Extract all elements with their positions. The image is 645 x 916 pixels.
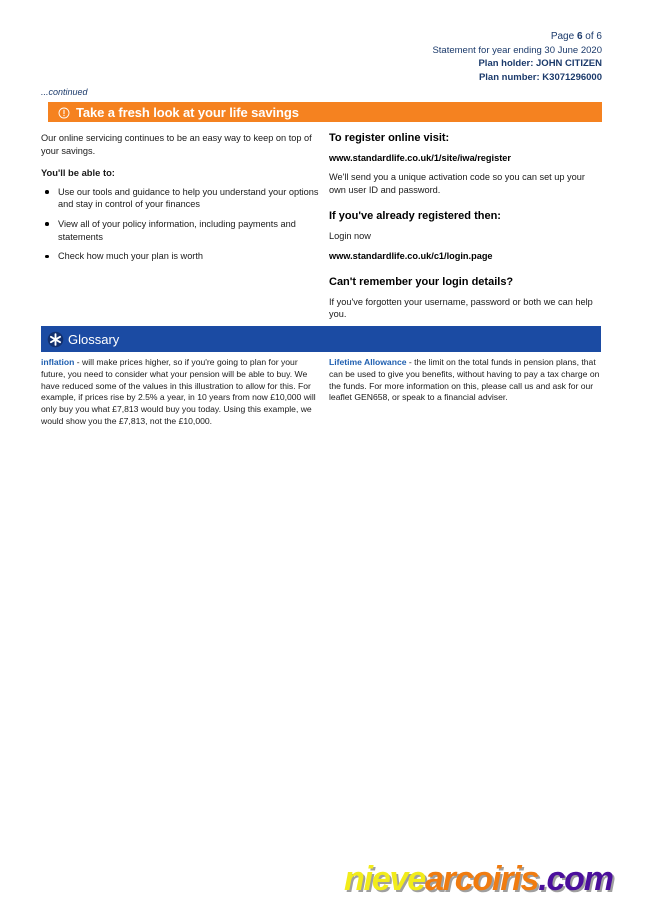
forgot-details-description: If you've forgotten your username, password or both we can help you.: [329, 296, 593, 320]
life-savings-banner: [48, 102, 602, 122]
glossary-term: Lifetime Allowance: [329, 357, 407, 367]
list-item: View all of your policy information, including payments and statements: [41, 218, 321, 243]
plan-number-value: K3071296000: [542, 71, 602, 83]
forgot-details-heading: Can't remember your login details?: [329, 276, 514, 289]
continued-label: ...continued: [41, 87, 88, 97]
document-header: [432, 30, 602, 84]
register-url[interactable]: www.standardlife.co.uk/1/site/iwa/register: [329, 152, 511, 163]
login-url[interactable]: www.standardlife.co.uk/c1/login.page: [329, 250, 493, 261]
plan-number-label: Plan number:: [478, 71, 543, 83]
plan-holder-value: JOHN CITIZEN: [536, 58, 602, 69]
plan-number: [432, 71, 602, 85]
online-servicing-intro: Our online servicing continues to be an easy way to keep on top of your savings.: [41, 133, 312, 156]
page-indicator: [432, 30, 602, 44]
login-now-label: Login now: [329, 230, 371, 241]
life-savings-banner-title: Take a fresh look at your life savings: [76, 104, 299, 120]
glossary-definition: - will make prices higher, so if you're going to plan for your future, you need to consider what your pension will be able to buy. We have reduced some of the values in this illustration to allow for this. For example, if prices rise by 2.5% a year, in 10 years from now £10,000 will only buy you what £7,813 would buy you today. Using this example, we would show you the £7,813, not the £10,000.: [41, 357, 316, 426]
info-exclamation-circle-icon: [58, 106, 70, 118]
statement-period: Statement for year ending 30 June 2020: [432, 44, 602, 56]
page-label-post: of 6: [582, 31, 602, 42]
online-servicing-column: [41, 132, 321, 270]
asterisk-circle-icon: [47, 331, 64, 348]
already-registered-heading: If you've already registered then:: [329, 210, 501, 223]
watermark-part-1: nieve: [344, 860, 425, 898]
glossary-entry-lifetime-allowance: [329, 357, 605, 404]
registration-column: [329, 132, 601, 349]
watermark-part-3: .com: [538, 860, 613, 898]
abilities-lead: You'll be able to:: [41, 167, 115, 179]
plan-holder-label: Plan holder:: [478, 58, 537, 69]
glossary-term: inflation: [41, 357, 75, 367]
register-heading: To register online visit:: [329, 132, 450, 144]
glossary-banner: [41, 326, 601, 352]
page-number: 6: [576, 31, 583, 42]
register-description: We'll send you a unique activation code so you can set up your own user ID and password.: [329, 172, 585, 195]
watermark-part-2: arcoiris: [424, 860, 539, 898]
plan-holder: [432, 57, 602, 71]
glossary-banner-title: Glossary: [68, 331, 120, 347]
abilities-list: [41, 186, 321, 263]
list-item: Check how much your plan is worth: [41, 250, 321, 263]
list-item: Use our tools and guidance to help you understand your options and stay in control of your finances: [41, 186, 321, 211]
watermark: [344, 860, 613, 899]
glossary-definition: - the limit on the total funds in pension plans, that can be used to give you benefits, without having to pay a tax charge on the funds. For more information on this, please call us and ask for our leaflet GEN658, or speak to a financial adviser.: [329, 357, 600, 403]
page-label-pre: Page: [550, 31, 577, 42]
glossary-entry-inflation: [41, 357, 323, 428]
